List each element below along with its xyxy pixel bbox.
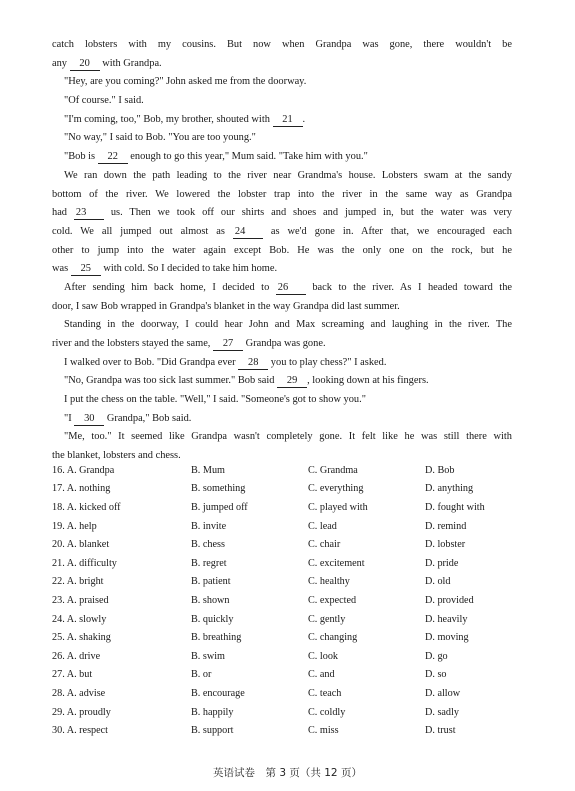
passage-text: you to play chess?" I asked. [268, 356, 387, 368]
answer-blank: 29 [277, 374, 307, 388]
answer-blank: 25 [71, 262, 101, 276]
option-row [52, 647, 532, 666]
option-c: C. gently [308, 613, 346, 625]
passage-text: I walked over to Bob. "Did Grandpa ever [64, 356, 239, 368]
option-b: B. chess [191, 539, 225, 551]
passage-text: with cold. So I decided to take him home. [100, 263, 278, 275]
passage-text: any [52, 57, 70, 69]
passage-text: enough to go this year," Mum said. "Take him with you." [127, 151, 368, 163]
passage-text: . [302, 113, 306, 125]
option-row [52, 554, 532, 573]
passage-line [52, 428, 512, 447]
passage-line [52, 410, 512, 429]
option-a: 22. A. bright [52, 576, 104, 588]
option-d: D. lobster [425, 539, 466, 551]
option-a: 24. A. slowly [52, 613, 107, 625]
option-c: C. played with [308, 501, 368, 513]
passage-line [52, 111, 512, 130]
option-c: C. everything [308, 483, 364, 495]
passage-text: bottom of the river. We lowered the lobster trap into the river in the same way as Grandpa [52, 188, 512, 200]
option-a: 17. A. nothing [52, 483, 111, 495]
passage-text: "No way," I said to Bob. "You are too young." [64, 132, 256, 144]
passage-line [52, 279, 512, 298]
option-a: 18. A. kicked off [52, 501, 121, 513]
option-d: D. Bob [425, 464, 455, 476]
passage-line [52, 73, 512, 92]
passage-line [52, 92, 512, 111]
option-row [52, 461, 532, 480]
passage-text: "Of course." I said. [64, 95, 144, 107]
option-row [52, 703, 532, 722]
option-row [52, 517, 532, 536]
option-b: B. or [191, 669, 212, 681]
option-d: D. old [425, 576, 451, 588]
option-d: D. sadly [425, 706, 459, 718]
passage-text: was [52, 263, 71, 275]
option-c: C. coldly [308, 706, 346, 718]
option-d: D. go [425, 650, 448, 662]
option-row [52, 573, 532, 592]
option-a: 21. A. difficulty [52, 557, 117, 569]
passage-text: back to the river. As I headed toward the [305, 281, 512, 293]
option-d: D. allow [425, 687, 461, 699]
passage-text: "Hey, are you coming?" John asked me from the doorway. [64, 76, 307, 88]
option-d: D. moving [425, 632, 469, 644]
option-row [52, 721, 532, 740]
option-c: C. Grandma [308, 464, 358, 476]
cloze-passage [52, 36, 512, 466]
option-a: 23. A. praised [52, 594, 109, 606]
option-c: C. healthy [308, 576, 350, 588]
passage-text: door, I saw Bob wrapped in Grandpa's blanket in the way Grandpa did last summer. [52, 300, 400, 312]
option-a: 28. A. advise [52, 687, 106, 699]
passage-text: Standing in the doorway, I could hear John and Max screaming and laughing in the river. The [64, 319, 512, 331]
answer-blank: 24 [233, 225, 263, 239]
option-b: B. regret [191, 557, 227, 569]
answer-blank: 26 [276, 281, 306, 295]
option-b: B. jumped off [191, 501, 248, 513]
answer-blank: 23 [74, 206, 104, 220]
passage-line [52, 186, 512, 205]
option-row [52, 684, 532, 703]
passage-line [52, 260, 512, 279]
option-row [52, 535, 532, 554]
passage-text: Grandpa was gone. [243, 338, 326, 349]
option-b: B. happily [191, 706, 234, 718]
passage-text: us. Then we took off our shirts and shoes and jumped in, but the water was very [103, 207, 512, 219]
option-a: 27. A. but [52, 669, 93, 681]
passage-line [52, 36, 512, 55]
passage-line [52, 129, 512, 148]
option-c: C. excitement [308, 557, 365, 569]
option-row [52, 666, 532, 685]
option-c: C. lead [308, 520, 337, 532]
passage-text: "Bob is [64, 151, 98, 163]
passage-line [52, 223, 512, 242]
option-d: D. provided [425, 594, 474, 606]
passage-text: After sending him back home, I decided to [64, 281, 276, 293]
passage-line [52, 335, 512, 354]
passage-line [52, 316, 512, 335]
option-d: D. trust [425, 725, 456, 737]
option-c: C. look [308, 650, 339, 662]
passage-line [52, 167, 512, 186]
option-d: D. so [425, 669, 447, 681]
option-a: 16. A. Grandpa [52, 464, 115, 476]
passage-text: "No, Grandpa was too sick last summer." Bob said [64, 375, 278, 387]
option-a: 29. A. proudly [52, 706, 111, 718]
passage-text: the blanket, lobsters and chess. [52, 450, 181, 462]
option-row [52, 480, 532, 499]
option-d: D. fought with [425, 501, 485, 513]
option-row [52, 628, 532, 647]
option-a: 20. A. blanket [52, 539, 110, 551]
passage-line [52, 148, 512, 167]
passage-text: as we'd gone in. After that, we encouraged each [262, 225, 512, 237]
option-a: 26. A. drive [52, 650, 101, 662]
answer-blank: 20 [70, 57, 100, 71]
option-b: B. patient [191, 576, 231, 588]
answer-blank: 21 [273, 113, 303, 127]
answer-options [52, 461, 532, 740]
passage-line [52, 372, 512, 391]
passage-text: "I'm coming, too," Bob, my brother, shouted with [64, 113, 273, 125]
passage-text: "I [64, 412, 75, 424]
passage-text: with Grandpa. [99, 57, 162, 69]
option-a: 19. A. help [52, 520, 97, 532]
passage-line [52, 204, 512, 223]
passage-text: cold. We all jumped out almost as [52, 225, 233, 237]
option-b: B. shown [191, 594, 230, 606]
option-row [52, 610, 532, 629]
passage-line [52, 55, 512, 74]
option-row [52, 591, 532, 610]
passage-text: had [52, 207, 74, 219]
passage-line [52, 354, 512, 373]
passage-text: Grandpa," Bob said. [104, 412, 192, 424]
option-b: B. something [191, 483, 246, 495]
answer-blank: 27 [213, 337, 243, 351]
option-b: B. swim [191, 650, 225, 662]
passage-text: I put the chess on the table. "Well," I said. "Someone's got to show you." [64, 394, 366, 406]
option-d: D. pride [425, 557, 459, 569]
option-c: C. miss [308, 725, 339, 737]
option-b: B. Mum [191, 464, 225, 476]
passage-text: catch lobsters with my cousins. But now when Grandpa was gone, there wouldn't be [52, 39, 512, 50]
option-c: C. changing [308, 632, 358, 644]
option-a: 30. A. respect [52, 725, 109, 737]
passage-text: "Me, too." It seemed like Grandpa wasn't completely gone. It felt like he was still there with [64, 431, 512, 443]
passage-line [52, 298, 512, 317]
option-d: D. heavily [425, 613, 468, 625]
option-b: B. encourage [191, 687, 245, 699]
answer-blank: 30 [74, 412, 104, 426]
option-b: B. quickly [191, 613, 234, 625]
option-c: C. chair [308, 539, 341, 551]
passage-text: other to jump into the water again except Bob. He was the only one on the rock, but he [52, 244, 512, 256]
page-footer: 英语试卷 第 3 页（共 12 页） [213, 767, 362, 779]
option-a: 25. A. shaking [52, 632, 111, 644]
option-b: B. invite [191, 520, 227, 532]
passage-text: We ran down the path leading to the river near Grandma's house. Lobsters swam at the sandy [64, 169, 512, 181]
passage-line [52, 242, 512, 261]
answer-blank: 28 [238, 356, 268, 370]
option-c: C. and [308, 669, 335, 681]
passage-text: river and the lobsters stayed the same, [52, 338, 214, 349]
option-b: B. support [191, 725, 234, 737]
passage-line [52, 391, 512, 410]
passage-text: , looking down at his fingers. [307, 375, 429, 387]
answer-blank: 22 [98, 150, 128, 164]
option-c: C. expected [308, 594, 357, 606]
option-b: B. breathing [191, 632, 242, 644]
option-d: D. anything [425, 483, 474, 495]
option-d: D. remind [425, 520, 467, 532]
option-row [52, 498, 532, 517]
option-c: C. teach [308, 687, 342, 699]
